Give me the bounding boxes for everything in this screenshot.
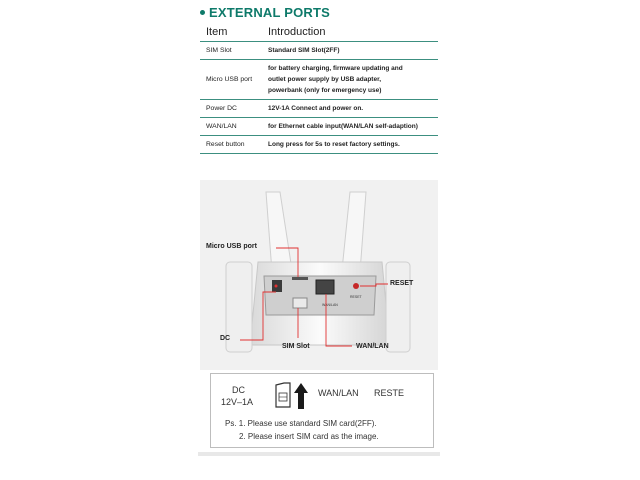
ports-table — [200, 24, 438, 154]
intro-line: 12V-1A Connect and power on. — [268, 105, 364, 112]
column-header-item: Item — [200, 24, 262, 42]
row-item: SIM Slot — [200, 42, 262, 60]
column-header-introduction: Introduction — [262, 24, 438, 42]
sim-card-icon — [276, 383, 290, 407]
table-header-row — [200, 24, 438, 42]
label-wanlan: WAN/LAN — [356, 343, 389, 350]
legend-wanlan: WAN/LAN — [318, 388, 359, 398]
ethernet-port — [316, 280, 334, 294]
port-panel — [264, 276, 376, 315]
reset-button — [353, 283, 359, 289]
table-row — [200, 136, 438, 154]
intro-line: Long press for 5s to reset factory settings. — [268, 141, 400, 148]
row-item: Reset button — [200, 136, 262, 154]
label-dc: DC — [220, 335, 231, 342]
label-reset: RESET — [390, 280, 414, 287]
sim-card-arrow-icon — [274, 381, 314, 413]
legend-dc: DC — [232, 385, 245, 395]
device-illustration — [200, 180, 438, 370]
legend-dc-value: 12V–1A — [221, 397, 254, 407]
intro-line: for battery charging, firmware updating and — [268, 65, 403, 72]
antenna-right — [342, 192, 366, 272]
section-heading — [200, 5, 330, 20]
row-intro — [262, 60, 438, 100]
table-row — [200, 118, 438, 136]
wan-port-text: WAN/LAN — [322, 303, 338, 307]
reset-port-text: RESET — [350, 295, 362, 299]
arrow-up-icon — [294, 383, 308, 409]
antenna-left — [266, 192, 292, 272]
table-row — [200, 60, 438, 100]
table-row — [200, 42, 438, 60]
label-micro-usb: Micro USB port — [206, 243, 257, 250]
intro-line: powerbank (only for emergency use) — [268, 87, 382, 94]
row-intro — [262, 118, 438, 136]
section-title: EXTERNAL PORTS — [209, 5, 331, 20]
row-item: WAN/LAN — [200, 118, 262, 136]
row-intro — [262, 100, 438, 118]
row-item: Micro USB port — [200, 60, 262, 100]
row-intro — [262, 136, 438, 154]
row-item: Power DC — [200, 100, 262, 118]
note-line-1: Ps. 1. Please use standard SIM card(2FF). — [225, 419, 377, 428]
table-row — [200, 100, 438, 118]
row-intro — [262, 42, 438, 60]
intro-line: Standard SIM Slot(2FF) — [268, 47, 340, 54]
legend-reste: RESTE — [374, 388, 405, 398]
callout-dot — [275, 285, 278, 288]
sim-slot — [293, 298, 307, 308]
note-line-2: 2. Please insert SIM card as the image. — [239, 432, 379, 441]
label-sim: SIM Slot — [282, 343, 310, 350]
intro-line: for Ethernet cable input(WAN/LAN self-adaption) — [268, 123, 418, 130]
intro-line: outlet power supply by USB adapter, — [268, 76, 382, 83]
footer-strip — [198, 452, 440, 456]
micro-usb-port — [292, 277, 308, 280]
bullet-icon — [200, 10, 205, 15]
